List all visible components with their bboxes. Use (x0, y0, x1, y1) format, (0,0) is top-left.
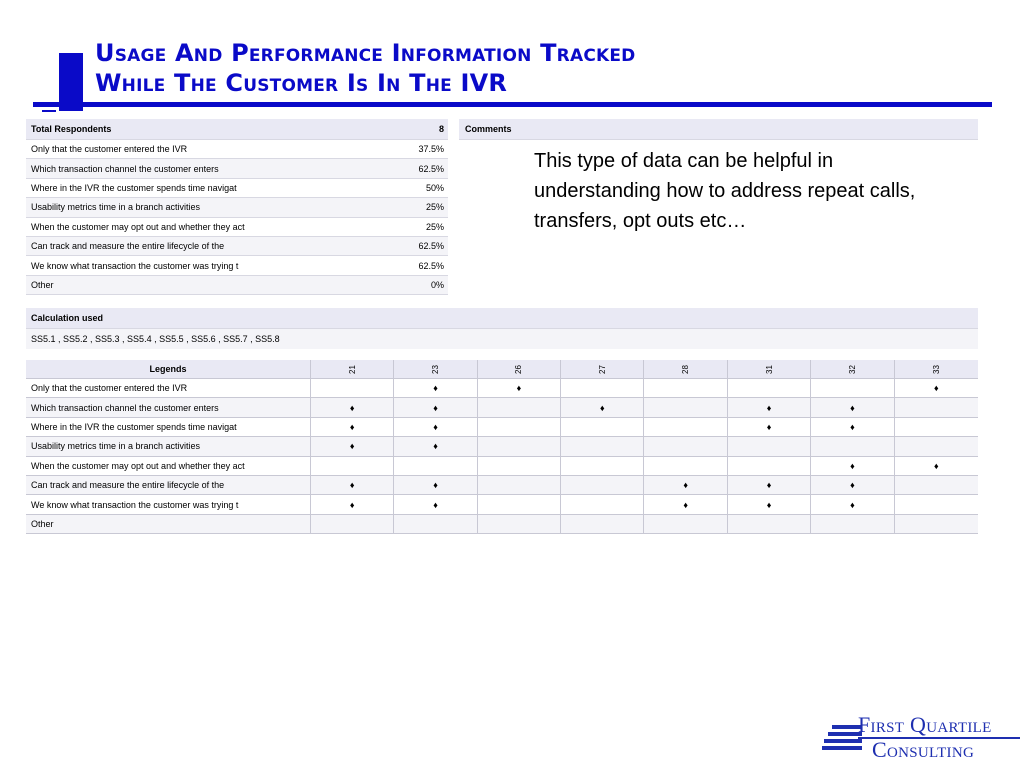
calculation-text: SS5.1 , SS5.2 , SS5.3 , SS5.4 , SS5.5 , SS5.6 , SS5.7 , SS5.8 (26, 329, 978, 349)
empty-cell (895, 515, 978, 533)
diamond-icon: ♦ (766, 421, 772, 432)
diamond-icon: ♦ (349, 480, 355, 491)
diamond-marker-cell (394, 379, 477, 397)
row-value: 25% (425, 221, 444, 232)
legends-table (26, 360, 978, 534)
diamond-marker-cell (311, 437, 394, 455)
comment-text: This type of data can be helpful in understanding how to address repeat calls, transfers, opt outs etc… (534, 150, 916, 232)
empty-cell (895, 398, 978, 416)
diamond-marker-cell (394, 418, 477, 436)
empty-cell (478, 418, 561, 436)
diamond-icon: ♦ (683, 499, 688, 510)
diamond-marker-cell (728, 418, 811, 436)
diamond-icon: ♦ (433, 441, 438, 452)
row-label: Can track and measure the entire lifecycle of the (26, 476, 311, 494)
empty-cell (895, 476, 978, 494)
table-row (26, 159, 448, 178)
table-row (26, 256, 448, 275)
legends-column-header (644, 360, 727, 378)
empty-cell (311, 457, 394, 475)
empty-cell (895, 437, 978, 455)
row-value: 37.5% (418, 144, 444, 155)
empty-cell (561, 515, 644, 533)
diamond-icon: ♦ (850, 499, 855, 510)
comments-panel (459, 119, 978, 140)
row-value: 62.5% (418, 241, 444, 252)
diamond-icon: ♦ (850, 402, 855, 413)
diamond-icon: ♦ (850, 421, 855, 432)
slide-title-line-2: While The Customer Is In The IVR (95, 69, 508, 97)
column-header-label: 21 (347, 364, 357, 374)
diamond-icon: ♦ (850, 460, 855, 471)
row-label: We know what transaction the customer was trying t (26, 495, 311, 513)
respondents-header-value: 8 (438, 124, 444, 134)
empty-cell (895, 418, 978, 436)
table-row (26, 437, 978, 456)
empty-cell (478, 495, 561, 513)
row-label: Only that the customer entered the IVR (26, 379, 311, 397)
diamond-marker-cell (728, 398, 811, 416)
diamond-marker-cell (394, 476, 477, 494)
column-header-label: 31 (764, 364, 774, 374)
diamond-marker-cell (811, 418, 894, 436)
diamond-marker-cell (811, 495, 894, 513)
table-row (26, 218, 448, 237)
empty-cell (728, 379, 811, 397)
diamond-icon: ♦ (766, 402, 772, 413)
diamond-marker-cell (478, 379, 561, 397)
empty-cell (895, 495, 978, 513)
diamond-marker-cell (394, 398, 477, 416)
empty-cell (644, 418, 727, 436)
title-underline (33, 102, 992, 107)
diamond-icon: ♦ (933, 460, 939, 471)
empty-cell (478, 515, 561, 533)
row-label: Which transaction channel the customer enters (31, 163, 219, 174)
row-label: Other (26, 515, 311, 533)
logo-line-1: First Quartile (858, 712, 992, 737)
diamond-marker-cell (561, 398, 644, 416)
empty-cell (561, 437, 644, 455)
diamond-icon: ♦ (933, 383, 939, 394)
calculation-panel (26, 308, 978, 349)
empty-cell (478, 476, 561, 494)
column-header-label: 27 (597, 364, 607, 374)
diamond-marker-cell (311, 418, 394, 436)
empty-cell (728, 515, 811, 533)
diamond-icon: ♦ (766, 480, 772, 491)
empty-cell (644, 515, 727, 533)
column-header-label: 23 (431, 364, 441, 374)
diamond-marker-cell (811, 476, 894, 494)
empty-cell (561, 457, 644, 475)
legends-header-row (26, 360, 978, 379)
row-value: 25% (425, 202, 444, 213)
empty-cell (811, 437, 894, 455)
diamond-icon: ♦ (349, 441, 355, 452)
empty-cell (478, 457, 561, 475)
row-label: Usability metrics time in a branch activities (31, 202, 201, 213)
empty-cell (728, 437, 811, 455)
diamond-marker-cell (728, 495, 811, 513)
diamond-icon: ♦ (766, 499, 772, 510)
table-row (26, 418, 978, 437)
table-row (26, 179, 448, 198)
empty-cell (478, 398, 561, 416)
table-row (26, 140, 448, 159)
table-row (26, 495, 978, 514)
title-tick (42, 110, 56, 112)
diamond-icon: ♦ (433, 421, 438, 432)
row-label: Only that the customer entered the IVR (31, 144, 188, 155)
table-row (26, 515, 978, 534)
diamond-icon: ♦ (433, 383, 438, 394)
row-value: 62.5% (418, 260, 444, 271)
diamond-marker-cell (895, 457, 978, 475)
empty-cell (561, 476, 644, 494)
table-row (26, 237, 448, 256)
diamond-marker-cell (394, 437, 477, 455)
row-label: Which transaction channel the customer enters (26, 398, 311, 416)
table-row (26, 276, 448, 295)
diamond-marker-cell (311, 495, 394, 513)
diamond-icon: ♦ (683, 480, 688, 491)
comments-header: Comments (459, 119, 978, 140)
diamond-icon: ♦ (349, 499, 355, 510)
row-value: 62.5% (418, 163, 444, 174)
calculation-header: Calculation used (26, 308, 978, 329)
row-label: Usability metrics time in a branch activities (26, 437, 311, 455)
empty-cell (644, 379, 727, 397)
row-label: Where in the IVR the customer spends time navigat (31, 182, 237, 193)
diamond-icon: ♦ (850, 480, 855, 491)
empty-cell (394, 515, 477, 533)
column-header-label: 33 (931, 364, 941, 374)
diamond-marker-cell (394, 495, 477, 513)
respondents-table (26, 119, 448, 295)
row-value: 0% (430, 279, 444, 290)
empty-cell (311, 379, 394, 397)
empty-cell (811, 379, 894, 397)
diamond-marker-cell (811, 457, 894, 475)
row-label: Where in the IVR the customer spends time navigat (26, 418, 311, 436)
diamond-icon: ♦ (516, 383, 522, 394)
diamond-marker-cell (811, 398, 894, 416)
table-row (26, 198, 448, 217)
legends-column-header (728, 360, 811, 378)
column-header-label: 28 (681, 364, 691, 374)
column-header-label: 26 (514, 364, 524, 374)
diamond-icon: ♦ (349, 402, 355, 413)
diamond-icon: ♦ (433, 499, 438, 510)
row-label: Can track and measure the entire lifecycle of the (31, 241, 225, 252)
table-row (26, 457, 978, 476)
legends-column-header (394, 360, 477, 378)
legends-column-header (311, 360, 394, 378)
slide-title (95, 38, 995, 98)
logo-line-2: Consulting (872, 737, 975, 762)
empty-cell (644, 437, 727, 455)
diamond-icon: ♦ (349, 421, 355, 432)
empty-cell (644, 457, 727, 475)
row-label: When the customer may opt out and whether they act (31, 221, 245, 232)
diamond-marker-cell (644, 476, 727, 494)
legends-header-label: Legends (26, 360, 311, 378)
diamond-marker-cell (644, 495, 727, 513)
diamond-marker-cell (311, 398, 394, 416)
empty-cell (311, 515, 394, 533)
legends-column-header (811, 360, 894, 378)
row-label: Other (31, 279, 54, 290)
respondents-header-label: Total Respondents (31, 124, 112, 134)
legends-column-header (478, 360, 561, 378)
empty-cell (728, 457, 811, 475)
empty-cell (644, 398, 727, 416)
table-row (26, 398, 978, 417)
diamond-icon: ♦ (433, 480, 438, 491)
table-row (26, 379, 978, 398)
empty-cell (561, 495, 644, 513)
diamond-icon: ♦ (599, 402, 605, 413)
row-label: When the customer may opt out and whether they act (26, 457, 311, 475)
empty-cell (394, 457, 477, 475)
empty-cell (561, 379, 644, 397)
respondents-header-row (26, 119, 448, 140)
legends-column-header (895, 360, 978, 378)
slide-title-line-1: Usage And Performance Information Tracked (95, 39, 636, 67)
diamond-marker-cell (311, 476, 394, 494)
row-label: We know what transaction the customer was trying t (31, 260, 239, 271)
empty-cell (811, 515, 894, 533)
logo-bars-icon (822, 725, 862, 753)
empty-cell (561, 418, 644, 436)
column-header-label: 32 (847, 364, 857, 374)
row-value: 50% (425, 182, 444, 193)
empty-cell (478, 437, 561, 455)
company-logo (822, 712, 1022, 762)
legends-column-header (561, 360, 644, 378)
diamond-marker-cell (728, 476, 811, 494)
diamond-icon: ♦ (433, 402, 438, 413)
diamond-marker-cell (895, 379, 978, 397)
table-row (26, 476, 978, 495)
